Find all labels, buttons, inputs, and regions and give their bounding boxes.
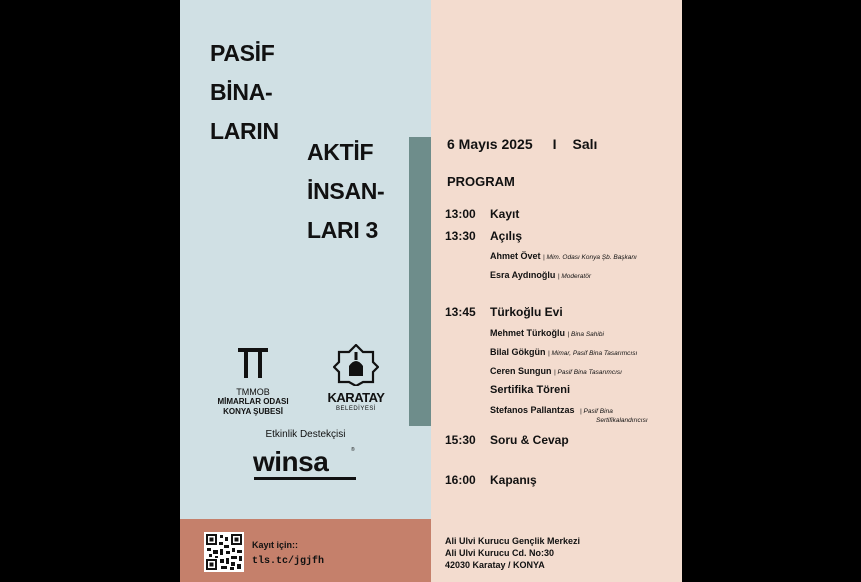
title-line: LARI 3 [307,217,379,243]
speaker-role: | Pasif Bina [580,408,613,415]
speaker-role: | Mimar, Pasif Bina Tasarımcısı [548,350,638,357]
poster-title-part2 [307,133,384,250]
speaker-role: | Bina Sahibi [567,331,604,338]
tmmob-bracket-icon [235,346,271,380]
date-text: 6 Mayıs 2025 [447,136,533,152]
speaker-role: | Pasif Bina Tasarımcısı [554,369,622,376]
session-title: Kapanış [490,473,537,487]
session-time: 16:00 [445,473,476,487]
qr-code-graphic [204,532,244,572]
session-time: 13:45 [445,305,476,319]
speaker-name: Esra Aydınoğlu [490,270,556,280]
speaker-role-continued: Sertifikalandırıcısı [596,417,648,424]
speaker-name: Ahmet Övet [490,251,541,261]
divider-bar [409,137,431,426]
title-line: LARIN [210,118,279,144]
session-title: Soru & Cevap [490,433,569,447]
speaker-name: Ceren Sungun [490,366,552,376]
karatay-sub: BELEDİYESİ [335,406,376,412]
tmmob-line3: KONYA ŞUBESİ [223,407,283,416]
session-subtitle: Sertifika Töreni [490,384,571,396]
program-title: PROGRAM [447,174,515,189]
session-time: 13:00 [445,207,476,221]
speaker [490,251,637,261]
sponsor-registered-mark: ® [351,447,355,453]
session-title: Kayıt [490,207,520,221]
title-line: PASİF [210,40,275,66]
qr-code-icon[interactable] [204,532,244,572]
speaker [490,405,613,415]
title-line: BİNA- [210,79,273,105]
speaker [490,347,637,357]
session-title: Türkoğlu Evi [490,305,563,319]
session-time: 13:30 [445,229,476,243]
speaker-name: Bilal Gökgün [490,347,546,357]
venue-line2: Ali Ulvi Kurucu Cd. No:30 [445,548,555,558]
day-text: Salı [572,136,598,152]
poster-title-part1 [210,34,279,151]
sponsor-logo: winsa [253,446,329,477]
tmmob-logo [208,346,298,417]
registration-link[interactable]: tls.tc/jgjfh [252,556,325,567]
speaker-role: | Mim. Odası Konya Şb. Başkanı [543,254,637,261]
speaker [490,328,604,338]
sponsor-underline [254,477,356,480]
event-poster [180,0,682,582]
speaker-name: Stefanos Pallantzas [490,405,575,415]
session-time: 15:30 [445,433,476,447]
venue-line1: Ali Ulvi Kurucu Gençlik Merkezi [445,536,581,546]
speaker-role: | Moderatör [557,273,591,280]
session-title: Açılış [490,229,523,243]
tmmob-line2: MİMARLAR ODASI [217,397,289,406]
speaker-name: Mehmet Türkoğlu [490,328,566,338]
karatay-name: KARATAY [327,390,385,405]
date-separator: I [552,136,557,152]
title-line: AKTİF [307,139,374,165]
karatay-logo [326,344,386,413]
title-line: İNSAN- [307,178,385,204]
speaker [490,366,622,376]
event-date [447,136,597,152]
tmmob-line1: TMMOB [236,387,270,397]
venue-line3: 42030 Karatay / KONYA [445,560,545,570]
registration-label: Kayıt için:: [252,540,299,550]
karatay-mosque-icon [333,344,379,386]
speaker [490,270,591,280]
sponsor-label: Etkinlik Destekçisi [265,429,346,440]
